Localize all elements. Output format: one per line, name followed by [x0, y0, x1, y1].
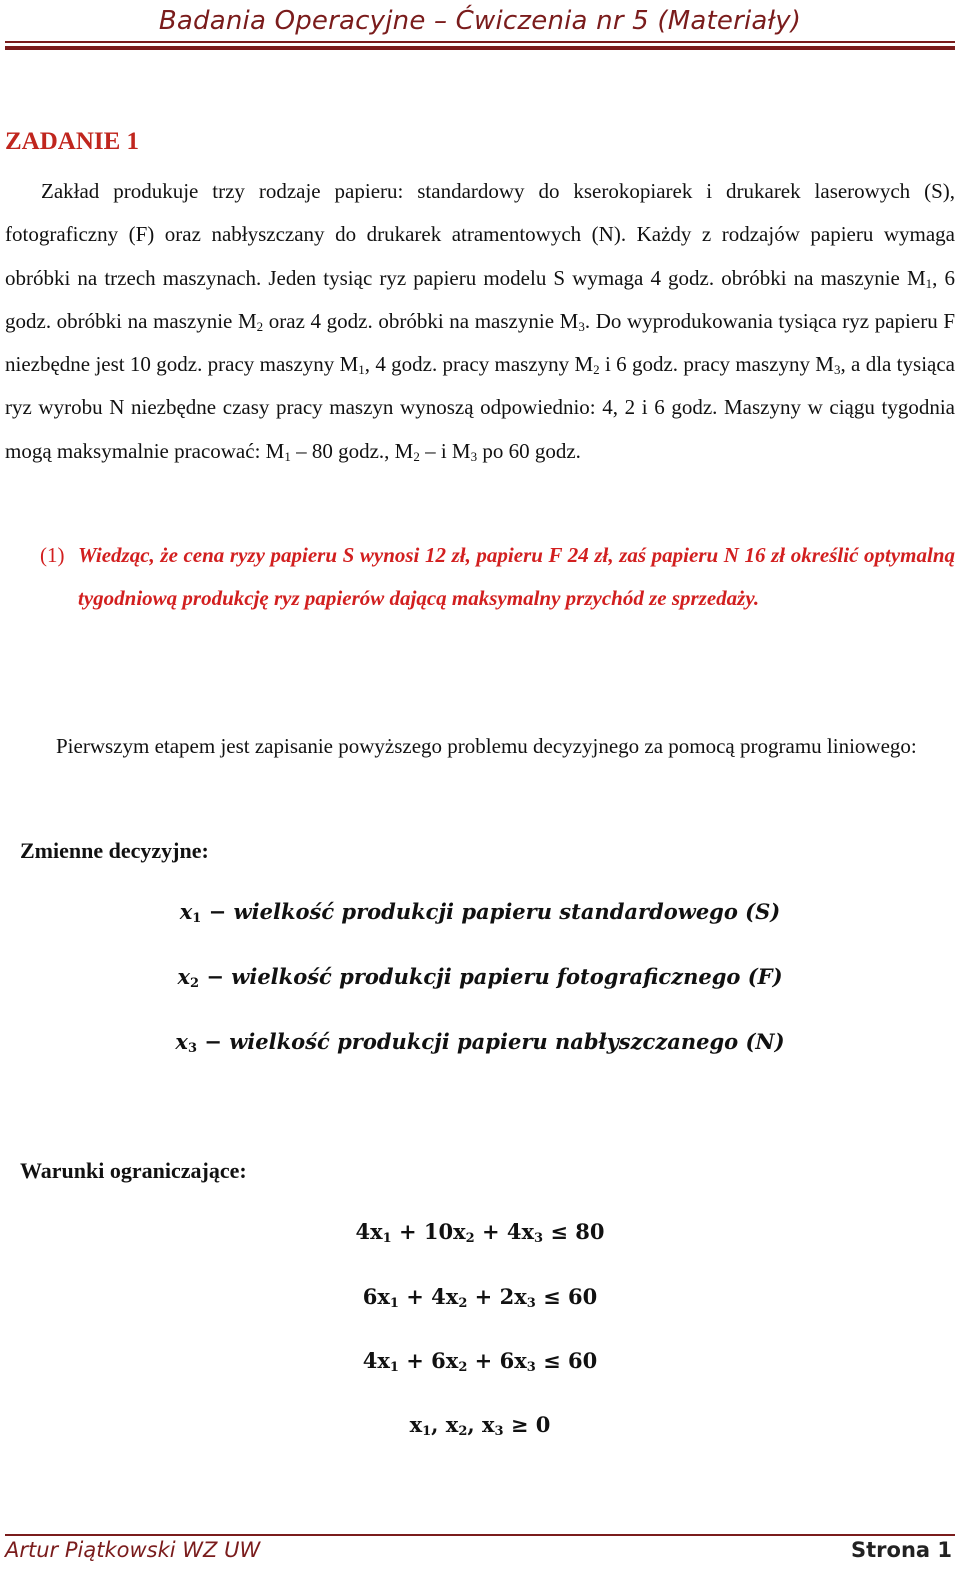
- intro-paragraph: Pierwszym etapem jest zapisanie powyższego problemu decyzyjnego za pomocą programu liniowego:: [56, 734, 917, 758]
- footer-author: Artur Piątkowski WZ UW: [5, 1538, 261, 1562]
- constraint-m3: $4x_1 + 6x_2 + 6x_3 \le 60$: [362, 1348, 598, 1375]
- page-header-title: Badania Operacyjne – Ćwiczenia nr 5 (Materiały): [158, 6, 802, 36]
- header-rule-thick: [5, 46, 955, 50]
- question-number: (1): [40, 543, 65, 567]
- header-rule: [5, 41, 955, 43]
- decision-var-x1: $x_1$ − wielkość produkcji papieru standardowego (S): [179, 899, 781, 926]
- footer-rule: [5, 1534, 955, 1536]
- constraints-title: Warunki ograniczające:: [20, 1158, 247, 1183]
- constraint-nonnegativity: $x_1$, $x_2$, $x_3 \ge 0$: [409, 1412, 551, 1439]
- task-description: Zakład produkuje trzy rodzaje papieru: standardowy do kserokopiarek i drukarek laserowych (S), fotograficzny (F) oraz nabłyszczany do drukarek atramentowych (N). Każdy z rodzajów papieru wymaga obróbki na trzech maszynach. Jeden tysiąc ryz papieru modelu S wymaga 4 godz. obróbki na maszynie $M_1$, 6 godz. obróbki na maszynie $M_2$ oraz 4 godz. obróbki na maszynie $M_3$. Do wyprodukowania tysiąca ryz papieru F niezbędne jest 10 godz. pracy maszyny $M_1$, 4 godz. pracy maszyny $M_2$ i 6 godz. pracy maszyny $M_3$, a dla tysiąca ryz wyrobu N niezbędne czasy pracy maszyn wynoszą odpowiednio: 4, 2 i 6 godz. Maszyny w ciągu tygodnia mogą maksymalnie pracować: $M_1 - 80$ godz., $M_2$ – i $M_3$ po 60 godz.: [5, 179, 956, 464]
- question-text: Wiedząc, że cena ryzy papieru S wynosi 12 zł, papieru F 24 zł, zaś papieru N 16 zł określić optymalną tygodniową produkcję ryz papierów dającą maksymalny przychód ze sprzedaży.: [78, 543, 955, 610]
- footer-page-number: Strona 1: [851, 1538, 952, 1562]
- decision-vars-title: Zmienne decyzyjne:: [20, 838, 209, 863]
- task-question: [40, 534, 955, 620]
- decision-var-x2: $x_2$ − wielkość produkcji papieru fotograficznego (F): [177, 964, 783, 991]
- constraint-m1: $4x_1 + 10x_2 + 4x_3 \le 80$: [355, 1219, 605, 1246]
- constraint-m2: $6x_1 + 4x_2 + 2x_3 \le 60$: [362, 1284, 598, 1311]
- decision-var-x3: $x_3$ − wielkość produkcji papieru nabłyszczanego (N): [175, 1029, 785, 1056]
- task-heading: ZADANIE 1: [5, 128, 140, 155]
